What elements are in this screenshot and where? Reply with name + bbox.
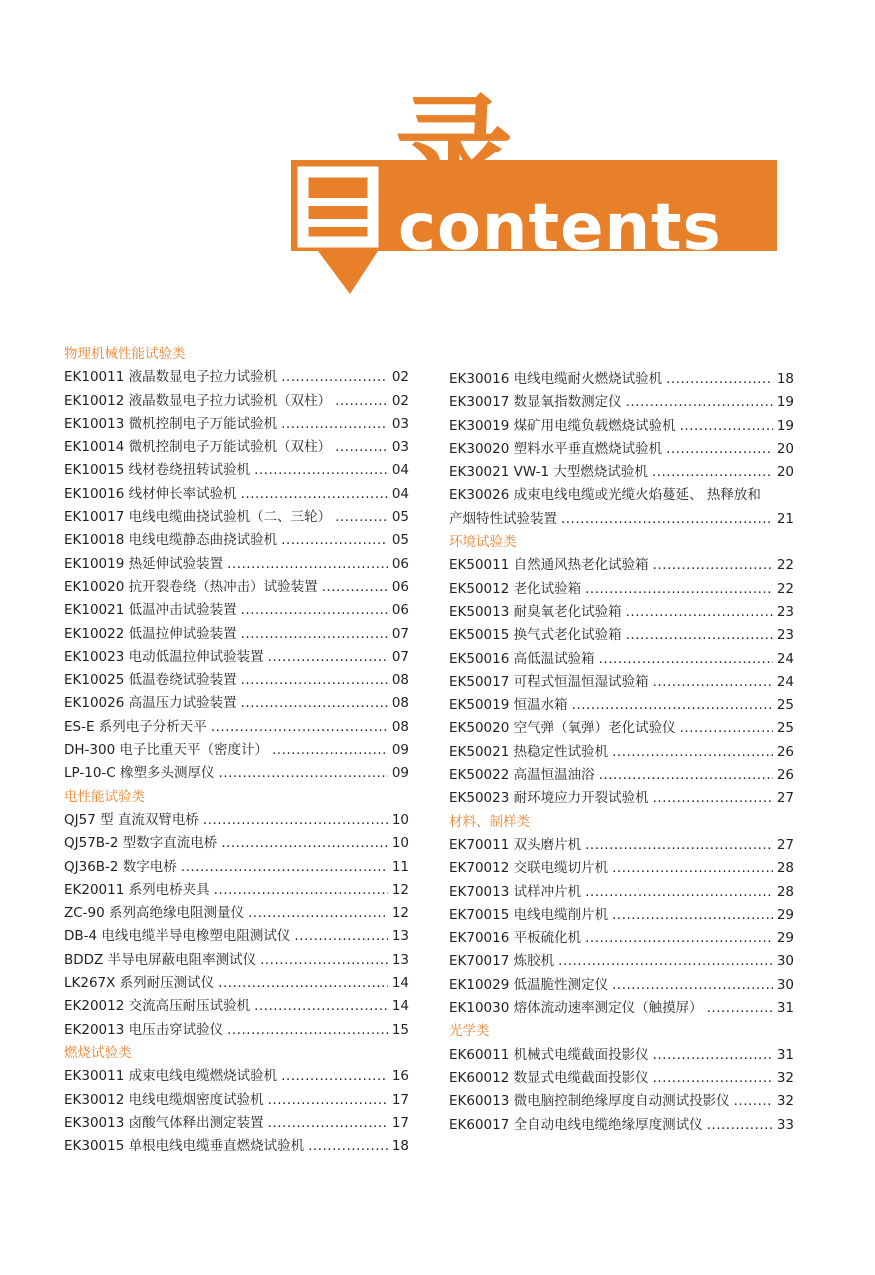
toc-entry-title: EK30016 电线电缆耐火燃烧试验机 [449,371,663,387]
toc-page-number: 29 [776,930,794,947]
toc-page-number: 11 [391,858,409,875]
toc-entry-title: EK60011 机械式电缆截面投影仪 [449,1046,649,1063]
toc-entry[interactable] [64,879,409,902]
toc-entry-title: EK10026 高温压力试验装置 [64,695,237,712]
toc-entry[interactable] [64,529,409,552]
toc-entry[interactable] [64,1135,409,1158]
toc-entry[interactable] [449,648,794,671]
toc-entry-title: EK50015 换气式老化试验箱 [449,627,622,644]
toc-entry[interactable] [449,694,794,717]
toc-entry-title: EK50023 耐环境应力开裂试验机 [449,790,649,807]
toc-entry-title: QJ36B-2 数字电桥 [64,858,177,875]
toc-leader-dots [227,1019,388,1042]
toc-leader-dots [221,832,388,855]
toc-entry-title: EK50022 高温恒温油浴 [449,767,595,784]
toc-left-column [64,343,409,1158]
toc-page-number: 18 [776,371,794,387]
toc-entry[interactable] [64,366,409,389]
toc-entry-title: LP-10-C 橡塑多头测厚仪 [64,765,215,782]
toc-entry[interactable] [449,787,794,810]
toc-leader-dots [652,461,773,484]
toc-entry-title: EK50013 耐臭氧老化试验箱 [449,603,622,620]
toc-entry[interactable] [449,671,794,694]
toc-entry[interactable] [449,1090,794,1113]
toc-entry-title: EK10018 电线电缆静态曲挠试验机 [64,532,278,549]
toc-entry-title: EK10025 低温卷绕试验装置 [64,672,237,689]
toc-entry[interactable] [449,624,794,647]
toc-page-number: 14 [391,975,409,992]
toc-entry-title: EK10013 微机控制电子万能试验机 [64,415,278,432]
toc-leader-dots [707,997,773,1020]
toc-page-number: 15 [391,1021,409,1038]
toc-entry[interactable] [64,553,409,576]
toc-page-number: 16 [391,1068,409,1085]
toc-leader-dots [241,599,388,622]
toc-entry[interactable] [64,646,409,669]
toc-page-number: 31 [776,1000,794,1017]
toc-leader-dots [612,857,773,880]
contents-logo [0,0,875,320]
toc-entry[interactable] [449,764,794,787]
toc-page-number: 04 [391,485,409,502]
toc-leader-dots [254,459,388,482]
toc-page-number: 19 [776,394,794,411]
toc-leader-dots [272,739,388,762]
toc-leader-dots [281,1065,388,1088]
toc-category-heading: 材料、制样类 [449,813,530,830]
toc-leader-dots [268,1089,388,1112]
toc-leader-dots [268,1112,388,1135]
toc-entry[interactable] [449,484,794,531]
toc-leader-dots [612,974,773,997]
toc-entry[interactable] [449,415,794,438]
toc-entry[interactable] [64,576,409,599]
toc-page-number: 13 [391,951,409,968]
toc-category-heading: 电性能试验类 [64,788,145,805]
toc-leader-dots [653,1067,773,1090]
toc-leader-dots [294,925,387,948]
toc-leader-dots [241,692,388,715]
toc-page-number: 25 [776,697,794,714]
toc-leader-dots [558,950,773,973]
toc-entry-title: EK30012 电线电缆烟密度试验机 [64,1091,264,1108]
toc-page-number: 22 [776,580,794,597]
toc-page-number: 07 [391,625,409,642]
toc-entry-title: QJ57 型 直流双臂电桥 [64,811,199,828]
toc-entry-title: EK10017 电线电缆曲挠试验机（二、三轮） [64,509,332,526]
toc-leader-dots [626,624,773,647]
toc-entry-title: EK30017 数显氧指数测定仪 [449,394,622,411]
toc-entry[interactable] [64,809,409,832]
toc-entry[interactable] [64,832,409,855]
toc-leader-dots [599,764,773,787]
toc-page-number: 09 [391,765,409,782]
toc-page-number: 10 [391,835,409,852]
toc-leader-dots [666,368,773,391]
toc-entry-title: ES-E 系列电子分析天平 [64,718,207,735]
toc-leader-dots [653,554,773,577]
toc-entry[interactable] [449,601,794,624]
toc-entry[interactable] [64,902,409,925]
toc-page-number: 17 [391,1091,409,1108]
toc-page-number: 31 [776,1046,794,1063]
toc-entry[interactable] [64,459,409,482]
toc-entry-title: EK10021 低温冲击试验装置 [64,602,237,619]
toc-page-number: 28 [776,883,794,900]
toc-entry[interactable] [64,1065,409,1088]
toc-leader-dots [335,390,388,413]
toc-leader-dots [666,438,773,461]
toc-leader-dots [585,578,773,601]
toc-leader-dots [653,1044,773,1067]
toc-entry-title: EK60013 微电脑控制绝缘厚度自动测试投影仪 [449,1093,730,1110]
toc-entry[interactable] [64,739,409,762]
toc-entry[interactable] [64,436,409,459]
toc-entry-title: EK50017 可程式恒温恒湿试验箱 [449,673,649,690]
toc-entry[interactable] [64,413,409,436]
toc-leader-dots [572,694,773,717]
toc-page-number: 26 [776,743,794,760]
toc-page-number: 13 [391,928,409,945]
toc-page-number: 03 [391,439,409,456]
toc-entry-title: EK20012 交流高压耐压试验机 [64,998,251,1015]
toc-entry[interactable] [449,927,794,950]
toc-leader-dots [626,391,773,414]
toc-leader-dots [308,1135,388,1158]
toc-page-number: 02 [391,369,409,386]
toc-page-number: 23 [776,603,794,620]
toc-entry-title: EK20013 电压击穿试验仪 [64,1021,224,1038]
toc-leader-dots [281,529,388,552]
toc-leader-dots [219,762,388,785]
toc-category-heading: 燃烧试验类 [64,1044,132,1061]
toc-entry[interactable] [64,972,409,995]
toc-leader-dots [626,601,773,624]
toc-entry-title: EK10023 电动低温拉伸试验装置 [64,648,264,665]
toc-entry[interactable] [449,950,794,973]
toc-entry-title: EK60012 数显式电缆截面投影仪 [449,1069,649,1086]
toc-leader-dots [248,902,388,925]
toc-entry[interactable] [64,925,409,948]
toc-entry-title: EK30021 VW-1 大型燃烧试验机 [449,464,648,481]
toc-entry[interactable] [64,856,409,879]
toc-entry-title: EK30015 单根电线电缆垂直燃烧试验机 [64,1138,305,1155]
toc-entry[interactable] [449,904,794,927]
toc-page-number: 08 [391,672,409,689]
toc-page-number: 21 [776,510,794,527]
toc-page-number: 07 [391,648,409,665]
toc-entry[interactable] [64,995,409,1018]
toc-page-number: 06 [391,555,409,572]
toc-leader-dots [241,483,388,506]
toc-entry[interactable] [449,1114,794,1137]
toc-entry-title: EK70015 电线电缆削片机 [449,906,609,923]
toc-entry[interactable] [64,506,409,529]
toc-entry-title: DH-300 电子比重天平（密度计） [64,742,268,759]
toc-entry-title: EK10014 微机控制电子万能试验机（双柱） [64,439,332,456]
toc-category-heading: 光学类 [449,1023,490,1040]
toc-entry-title: EK50021 热稳定性试验机 [449,743,609,760]
toc-leader-dots [561,508,773,531]
toc-entry-title: EK50016 高低温试验箱 [449,650,595,667]
toc-entry[interactable] [449,834,794,857]
toc-page-number: 30 [776,953,794,970]
toc-page-number: 12 [391,881,409,898]
toc-leader-dots [335,436,388,459]
toc-entry[interactable] [449,997,794,1020]
logo-pointer [318,251,378,294]
toc-page-number: 04 [391,462,409,479]
toc-entry-title: EK20011 系列电桥夹具 [64,881,210,898]
toc-entry-title: EK10012 液晶数显电子拉力试验机（双柱） [64,392,332,409]
toc-entry[interactable] [64,949,409,972]
toc-leader-dots [241,623,388,646]
toc-page-number: 24 [776,673,794,690]
toc-entry-title: EK50012 老化试验箱 [449,580,582,597]
toc-entry[interactable] [64,1019,409,1042]
toc-page-number: 02 [391,392,409,409]
toc-leader-dots [203,809,388,832]
toc-leader-dots [612,741,773,764]
toc-entry-title: EK10022 低温拉伸试验装置 [64,625,237,642]
toc-page-number: 27 [776,790,794,807]
toc-leader-dots [680,415,773,438]
toc-entry-title: EK30020 塑料水平垂直燃烧试验机 [449,440,663,457]
toc-entry-title: ZC-90 系列高绝缘电阻测量仪 [64,905,245,922]
toc-page-number: 32 [776,1093,794,1110]
toc-entry-title: EK10019 热延伸试验装置 [64,555,224,572]
toc-leader-dots [612,904,773,927]
toc-leader-dots [335,506,388,529]
toc-entry-title: EK70017 炼胶机 [449,953,555,970]
toc-page-number: 32 [776,1069,794,1086]
toc-entry-title: EK70011 双头磨片机 [449,836,582,853]
toc-page-number: 06 [391,602,409,619]
toc-entry-title: EK30013 卤酸气体释出测定装置 [64,1114,264,1131]
toc-leader-dots [322,576,388,599]
toc-leader-dots [585,881,773,904]
toc-leader-dots [653,787,773,810]
toc-leader-dots [281,366,388,389]
toc-entry[interactable] [64,623,409,646]
logo-char-lu: 录 [395,81,514,220]
toc-page-number: 30 [776,976,794,993]
toc-entry[interactable] [64,599,409,622]
toc-page-number: 24 [776,650,794,667]
toc-page-number: 27 [776,836,794,853]
toc-entry[interactable] [64,716,409,739]
toc-entry[interactable] [449,741,794,764]
toc-entry[interactable] [449,881,794,904]
toc-leader-dots [214,879,388,902]
toc-page-number: 19 [776,417,794,434]
toc-entry-title: EK10015 线材卷绕扭转试验机 [64,462,251,479]
toc-page-number: 20 [776,464,794,481]
toc-leader-dots [181,856,388,879]
toc-page-number: 17 [391,1114,409,1131]
toc-entry[interactable] [449,857,794,880]
toc-entry-title: BDDZ 半导电屏蔽电阻率测试仪 [64,951,257,968]
toc-entry-title: EK10030 熔体流动速率测定仪（触摸屏） [449,1000,703,1017]
toc-leader-dots [260,949,388,972]
toc-entry-title-line1: EK30026 成束电线电缆或光缆火焰蔓延、 热释放和 [449,487,761,504]
toc-entry-title: EK70012 交联电缆切片机 [449,860,609,877]
contents-header [0,0,875,320]
toc-leader-dots [680,717,773,740]
toc-entry[interactable] [64,692,409,715]
toc-entry-title: EK70013 试样冲片机 [449,883,582,900]
toc-page-number: 12 [391,905,409,922]
toc-page-number: 14 [391,998,409,1015]
toc-entry-title: EK10029 低温脆性测定仪 [449,976,609,993]
toc-page-number: 10 [391,811,409,828]
toc-entry-title: QJ57B-2 型数字直流电桥 [64,835,218,852]
toc-entry[interactable] [449,1067,794,1090]
logo-word-contents: contents [398,191,722,265]
toc-entry-title: EK30019 煤矿用电缆负载燃烧试验机 [449,417,676,434]
toc-entry[interactable] [449,578,794,601]
toc-page-number: 09 [391,742,409,759]
toc-leader-dots [268,646,388,669]
toc-leader-dots [241,669,388,692]
toc-entry-title: EK10020 抗开裂卷绕（热冲击）试验装置 [64,578,318,595]
toc-entry[interactable] [449,974,794,997]
toc-entry-title: EK10016 线材伸长率试验机 [64,485,237,502]
toc-entry-title-line2-row [449,508,794,531]
toc-entry[interactable] [64,483,409,506]
toc-leader-dots [585,927,773,950]
toc-page-number: 18 [391,1138,409,1155]
toc-entry[interactable] [449,554,794,577]
toc-entry[interactable] [64,1089,409,1112]
toc-entry[interactable] [449,717,794,740]
toc-entry[interactable] [449,368,794,391]
toc-category-heading: 物理机械性能试验类 [64,346,186,362]
toc-leader-dots [218,972,388,995]
toc-entry[interactable] [449,1044,794,1067]
toc-page-number: 23 [776,627,794,644]
toc-entry[interactable] [64,1112,409,1135]
toc-page-number: 20 [776,440,794,457]
toc-entry[interactable] [449,461,794,484]
toc-leader-dots [585,834,773,857]
toc-leader-dots [254,995,388,1018]
toc-entry-title: EK60017 全自动电线电缆绝缘厚度测试仪 [449,1116,703,1133]
toc-entry-title: EK50011 自然通风热老化试验箱 [449,557,649,574]
toc-page-number: 06 [391,578,409,595]
toc-entry[interactable] [449,438,794,461]
toc-leader-dots [653,671,773,694]
toc-leader-dots [211,716,388,739]
toc-entry-title: LK267X 系列耐压测试仪 [64,975,215,992]
toc-entry-title: DB-4 电线电缆半导电橡塑电阻测试仪 [64,928,291,945]
toc-page-number: 26 [776,767,794,784]
toc-leader-dots [227,553,388,576]
toc-leader-dots [707,1114,773,1137]
toc-leader-dots [599,648,773,671]
toc-entry-title: EK50019 恒温水箱 [449,697,568,714]
toc-entry-title: EK10011 液晶数显电子拉力试验机 [64,369,278,386]
toc-entry[interactable] [449,391,794,414]
toc-page-number: 29 [776,906,794,923]
toc-page-number: 05 [391,509,409,526]
toc-page-number: 22 [776,557,794,574]
toc-page-number: 25 [776,720,794,737]
toc-entry[interactable] [64,669,409,692]
toc-page-number: 08 [391,695,409,712]
toc-page-number: 08 [391,718,409,735]
toc-leader-dots [281,413,388,436]
toc-leader-dots [734,1090,773,1113]
toc-entry-title: EK70016 平板硫化机 [449,930,582,947]
toc-right-column [449,368,794,1137]
toc-entry-title-line2: 产烟特性试验装置 [449,510,557,527]
toc-entry-title: EK30011 成束电线电缆燃烧试验机 [64,1068,278,1085]
toc-entry[interactable] [64,762,409,785]
toc-page-number: 33 [776,1116,794,1133]
toc-page-number: 05 [391,532,409,549]
toc-page-number: 03 [391,415,409,432]
toc-entry[interactable] [64,390,409,413]
toc-entry-title: EK50020 空气弹（氧弹）老化试验仪 [449,720,676,737]
toc-page-number: 28 [776,860,794,877]
toc-category-heading: 环境试验类 [449,534,517,551]
